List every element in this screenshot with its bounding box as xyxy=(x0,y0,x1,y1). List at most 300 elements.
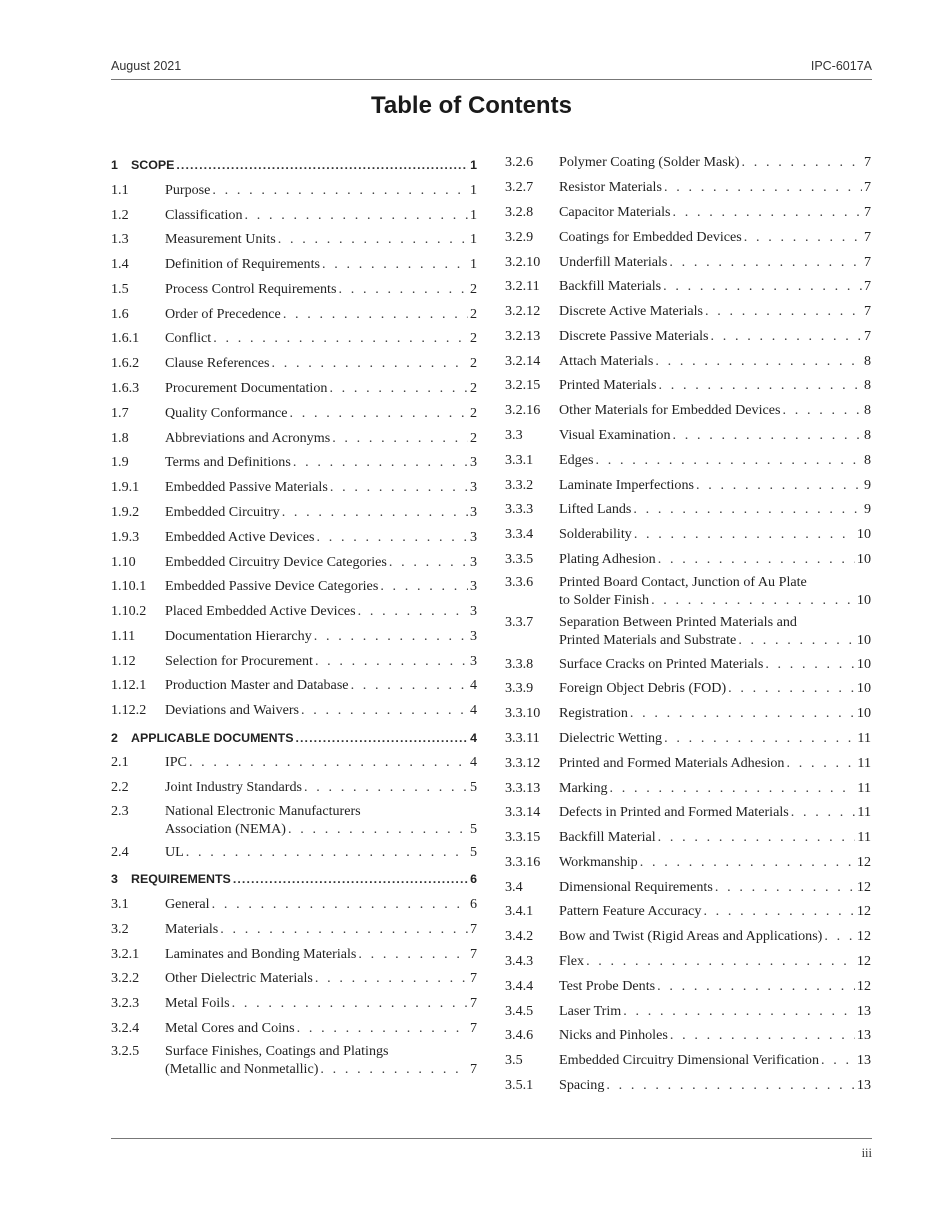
dot-leader xyxy=(380,577,468,595)
toc-entry xyxy=(111,1016,477,1041)
toc-entry-title: Backfill Material xyxy=(559,829,656,846)
toc-entry-number: 1.12.1 xyxy=(111,677,147,694)
toc-entry-title: Plating Adhesion xyxy=(559,550,656,567)
toc-entry-page: 2 xyxy=(469,280,477,297)
toc-entry-number: 1.3 xyxy=(111,231,129,248)
toc-entry-page: 6 xyxy=(470,872,477,887)
toc-entry-body xyxy=(165,1019,477,1037)
toc-entry-title: Embedded Passive Materials xyxy=(165,479,328,496)
toc-entry xyxy=(505,571,871,611)
toc-entry-number: 1.10.2 xyxy=(111,603,147,620)
toc-entry-title: Dielectric Wetting xyxy=(559,730,663,747)
dot-leader xyxy=(821,1051,855,1069)
toc-entry xyxy=(111,723,477,750)
toc-entry-body xyxy=(559,376,871,394)
toc-entry-body xyxy=(165,404,477,422)
dot-leader xyxy=(586,952,855,970)
toc-entry-number: 3.3.5 xyxy=(505,550,534,567)
toc-entry-body xyxy=(165,1042,477,1078)
toc-entry xyxy=(111,450,477,475)
toc-entry-title-continued: Printed Materials and Substrate xyxy=(559,632,737,649)
toc-entry xyxy=(111,941,477,966)
toc-entry-number: 3.4.1 xyxy=(505,903,534,920)
toc-entry-page: 10 xyxy=(856,592,871,609)
toc-entry-body xyxy=(165,478,477,496)
toc-entry xyxy=(111,351,477,376)
dot-leader xyxy=(783,401,862,419)
toc-entry-number: 1.9.2 xyxy=(111,503,140,520)
toc-entry-line xyxy=(165,305,477,323)
toc-entry-number: 3.5.1 xyxy=(505,1076,534,1093)
toc-entry-page: 3 xyxy=(469,652,477,669)
toc-entry-page: 13 xyxy=(856,1052,871,1069)
dot-leader xyxy=(664,178,862,196)
toc-entry-number: 3.3.1 xyxy=(505,451,534,468)
toc-entry-line xyxy=(559,376,871,394)
toc-entry xyxy=(505,323,871,348)
toc-entry-line xyxy=(559,803,871,821)
dot-leader xyxy=(232,994,468,1012)
toc-entry-title: Spacing xyxy=(559,1076,605,1093)
dot-leader xyxy=(640,853,855,871)
toc-entry-line xyxy=(559,1002,871,1020)
toc-entry xyxy=(111,326,477,351)
toc-entry-line xyxy=(165,602,477,620)
toc-entry-line xyxy=(165,181,477,199)
toc-entry xyxy=(505,373,871,398)
toc-entry-body xyxy=(559,779,871,797)
toc-entry-body xyxy=(131,156,477,174)
toc-entry-title: Defects in Printed and Formed Materials xyxy=(559,804,789,821)
toc-entry-line xyxy=(559,704,871,722)
toc-entry xyxy=(505,874,871,899)
toc-entry-number: 3.3.4 xyxy=(505,526,534,543)
toc-entry-body xyxy=(165,701,477,719)
dot-leader xyxy=(728,679,855,697)
dot-leader xyxy=(711,327,862,345)
toc-entry-body xyxy=(559,500,871,518)
toc-entry-title: Conflict xyxy=(165,330,212,347)
toc-entry xyxy=(505,398,871,423)
toc-entry-page: 2 xyxy=(469,355,477,372)
toc-entry-page: 11 xyxy=(857,754,871,771)
toc-entry xyxy=(111,623,477,648)
toc-entry xyxy=(111,252,477,277)
toc-entry-number: 3.5 xyxy=(505,1052,523,1069)
toc-entry-title: Embedded Circuitry Device Categories xyxy=(165,553,387,570)
dot-leader xyxy=(304,778,468,796)
toc-entry xyxy=(505,998,871,1023)
toc-entry-page: 5 xyxy=(469,843,477,860)
toc-entry-number: 3.3.11 xyxy=(505,730,540,747)
toc-entry-body xyxy=(559,828,871,846)
toc-entry-number: 2 xyxy=(111,730,118,745)
toc-entry-body xyxy=(559,952,871,970)
toc-entry xyxy=(111,775,477,800)
toc-entry-title: Embedded Passive Device Categories xyxy=(165,578,379,595)
toc-entry-body xyxy=(559,451,871,469)
toc-entry-body xyxy=(165,255,477,273)
toc-entry-title: Solderability xyxy=(559,526,632,543)
toc-entry-page: 7 xyxy=(863,303,871,320)
toc-entry-title: Coatings for Embedded Devices xyxy=(559,228,742,245)
toc-entry-line xyxy=(559,153,871,171)
dot-leader xyxy=(765,655,855,673)
toc-entry-line xyxy=(165,329,477,347)
toc-entry-line xyxy=(559,352,871,370)
toc-entry-body xyxy=(131,729,477,747)
toc-entry-body xyxy=(559,426,871,444)
toc-entry-title: Printed Board Contact, Junction of Au Plate xyxy=(559,574,807,591)
toc-entry xyxy=(505,676,871,701)
dot-leader xyxy=(703,902,854,920)
toc-entry xyxy=(111,966,477,991)
toc-entry-line xyxy=(559,253,871,271)
toc-entry-line xyxy=(165,802,477,820)
dot-leader xyxy=(663,277,862,295)
toc-entry-title: Discrete Active Materials xyxy=(559,303,704,320)
toc-entry-title: Dimensional Requirements xyxy=(559,878,713,895)
dot-leader xyxy=(233,870,468,888)
toc-entry xyxy=(505,924,871,949)
toc-entry-line xyxy=(559,679,871,697)
toc-entry-body xyxy=(165,280,477,298)
toc-entry xyxy=(505,224,871,249)
toc-entry-line xyxy=(559,631,871,649)
toc-entry-line xyxy=(559,550,871,568)
toc-entry-line xyxy=(165,652,477,670)
toc-entry-number: 2.1 xyxy=(111,754,129,771)
toc-entry-page: 8 xyxy=(863,426,871,443)
toc-entry-body xyxy=(559,1002,871,1020)
toc-entry-title: Nicks and Pinholes xyxy=(559,1027,668,1044)
dot-leader xyxy=(278,230,468,248)
toc-entry xyxy=(505,775,871,800)
toc-entry-line xyxy=(165,553,477,571)
dot-leader xyxy=(651,591,855,609)
header-document-id: IPC-6017A xyxy=(810,59,872,73)
toc-entry-number: 3.2.9 xyxy=(505,228,534,245)
toc-entry-line xyxy=(559,401,871,419)
toc-entry-line xyxy=(559,426,871,444)
toc-entry-title: Deviations and Waivers xyxy=(165,702,300,719)
toc-entry-title: Abbreviations and Acronyms xyxy=(165,429,331,446)
toc-entry xyxy=(505,1048,871,1073)
toc-entry-body xyxy=(165,354,477,372)
toc-entry-title: Registration xyxy=(559,705,628,722)
toc-entry-number: 3.2.2 xyxy=(111,970,140,987)
toc-entry-body xyxy=(559,704,871,722)
dot-leader xyxy=(655,352,862,370)
toc-entry-body xyxy=(559,927,871,945)
toc-entry-page: 9 xyxy=(863,501,871,518)
toc-entry-page: 1 xyxy=(469,231,477,248)
toc-entry xyxy=(505,348,871,373)
dot-leader xyxy=(315,969,468,987)
toc-entry xyxy=(505,447,871,472)
toc-entry-title: Placed Embedded Active Devices xyxy=(165,603,356,620)
toc-entry xyxy=(111,400,477,425)
toc-entry-title: Foreign Object Debris (FOD) xyxy=(559,680,727,697)
dot-leader xyxy=(186,843,468,861)
toc-entry-title: Definition of Requirements xyxy=(165,256,320,273)
dot-leader xyxy=(610,779,856,797)
toc-entry-line xyxy=(165,577,477,595)
toc-entry-page: 8 xyxy=(863,451,871,468)
dot-leader xyxy=(634,525,855,543)
toc-entry xyxy=(505,522,871,547)
toc-entry-line xyxy=(559,591,871,609)
toc-entry-body xyxy=(165,778,477,796)
dot-leader xyxy=(630,704,855,722)
toc-entry-body xyxy=(559,203,871,221)
toc-entry-page: 10 xyxy=(856,632,871,649)
toc-entry-line xyxy=(559,779,871,797)
toc-entry-number: 3.2.14 xyxy=(505,352,541,369)
toc-entry-page: 2 xyxy=(469,305,477,322)
toc-entry-body xyxy=(559,573,871,609)
toc-entry-page: 2 xyxy=(469,330,477,347)
toc-entry-title: Selection for Procurement xyxy=(165,652,313,669)
toc-entry-number: 1 xyxy=(111,158,118,172)
toc-entry-number: 1.4 xyxy=(111,256,129,273)
toc-entry-number: 1.5 xyxy=(111,280,129,297)
dot-leader xyxy=(271,354,467,372)
toc-entry-number: 1.6.1 xyxy=(111,330,140,347)
toc-entry-line xyxy=(559,952,871,970)
toc-entry-title: Pattern Feature Accuracy xyxy=(559,903,702,920)
toc-entry-number: 1.2 xyxy=(111,206,129,223)
toc-entry-title: Polymer Coating (Solder Mask) xyxy=(559,154,740,171)
toc-entry-number: 3.1 xyxy=(111,896,129,913)
toc-entry-body xyxy=(559,550,871,568)
toc-entry-number: 3.2.11 xyxy=(505,278,540,295)
toc-entry-number: 3.3.8 xyxy=(505,655,534,672)
toc-entry-line xyxy=(165,778,477,796)
toc-entry-body xyxy=(165,577,477,595)
toc-entry-body xyxy=(559,352,871,370)
toc-entry-body xyxy=(165,528,477,546)
toc-entry-body xyxy=(559,1076,871,1094)
toc-entry-number: 1.11 xyxy=(111,627,136,644)
toc-entry-page: 3 xyxy=(469,578,477,595)
dot-leader xyxy=(389,553,468,571)
toc-entry-page: 7 xyxy=(863,228,871,245)
toc-entry xyxy=(111,673,477,698)
toc-entry-title: Embedded Circuitry xyxy=(165,503,280,520)
toc-entry-number: 3.2.3 xyxy=(111,995,140,1012)
toc-entry-number: 3.3 xyxy=(505,426,523,443)
toc-entry xyxy=(505,423,871,448)
toc-entry-body xyxy=(165,206,477,224)
toc-entry-body xyxy=(559,729,871,747)
dot-leader xyxy=(696,476,862,494)
toc-entry-page: 12 xyxy=(856,903,871,920)
toc-entry xyxy=(111,177,477,202)
toc-entry xyxy=(111,549,477,574)
toc-entry-body xyxy=(559,977,871,995)
toc-entry-number: 3.2.12 xyxy=(505,303,541,320)
toc-entry-number: 3.3.6 xyxy=(505,574,534,591)
toc-entry-body xyxy=(559,1051,871,1069)
toc-entry xyxy=(505,175,871,200)
dot-leader xyxy=(658,376,861,394)
toc-entry-body xyxy=(165,969,477,987)
toc-entry xyxy=(111,599,477,624)
toc-entry-page: 3 xyxy=(469,454,477,471)
dot-leader xyxy=(358,602,468,620)
toc-entry-title: Surface Finishes, Coatings and Platings xyxy=(165,1043,389,1060)
toc-entry xyxy=(505,1073,871,1098)
toc-entry xyxy=(505,611,871,651)
toc-entry-page: 3 xyxy=(469,603,477,620)
toc-entry-page: 7 xyxy=(469,1020,477,1036)
toc-entry-number: 1.9.3 xyxy=(111,528,140,545)
toc-entry-page: 10 xyxy=(856,550,871,567)
toc-entry-number: 3.4 xyxy=(505,878,523,895)
toc-entry xyxy=(111,475,477,500)
toc-entry-title: Terms and Definitions xyxy=(165,454,291,471)
toc-entry-page: 7 xyxy=(863,278,871,295)
dot-leader xyxy=(322,255,468,273)
toc-entry-page: 6 xyxy=(469,896,477,913)
toc-entry-line xyxy=(165,627,477,645)
toc-entry-title: General xyxy=(165,896,210,913)
toc-entry-title: IPC xyxy=(165,754,187,771)
toc-entry-title: Clause References xyxy=(165,355,270,372)
toc-entry-number: 3 xyxy=(111,872,118,887)
toc-entry-page: 3 xyxy=(469,479,477,496)
toc-entry-line xyxy=(559,277,871,295)
toc-right-column xyxy=(505,150,871,1097)
toc-entry-body xyxy=(559,525,871,543)
toc-entry-body xyxy=(165,602,477,620)
toc-entry-line xyxy=(559,525,871,543)
toc-entry xyxy=(111,698,477,723)
toc-entry-body xyxy=(559,878,871,896)
toc-entry-title: Laser Trim xyxy=(559,1002,622,1019)
dot-leader xyxy=(338,280,468,298)
toc-entry-line xyxy=(559,573,871,591)
toc-entry-number: 1.9.1 xyxy=(111,479,140,496)
dot-leader xyxy=(664,729,855,747)
dot-leader xyxy=(673,426,862,444)
toc-entry-number: 3.2.13 xyxy=(505,327,541,344)
toc-entry xyxy=(505,472,871,497)
toc-entry-body xyxy=(165,230,477,248)
toc-entry-title: Metal Foils xyxy=(165,995,230,1012)
toc-entry-title: REQUIREMENTS xyxy=(131,872,231,887)
toc-entry-body xyxy=(165,753,477,771)
toc-entry-page: 9 xyxy=(863,476,871,493)
page-number: iii xyxy=(861,1146,872,1160)
toc-entry-body xyxy=(559,327,871,345)
toc-entry-number: 1.12 xyxy=(111,652,136,669)
toc-entry-body xyxy=(559,401,871,419)
toc-entry-body xyxy=(559,476,871,494)
toc-entry-line xyxy=(165,255,477,273)
toc-entry xyxy=(111,991,477,1016)
toc-entry-page: 7 xyxy=(863,179,871,196)
dot-leader xyxy=(791,803,856,821)
toc-entry-title: Printed Materials xyxy=(559,377,657,394)
toc-entry-page: 2 xyxy=(469,429,477,446)
toc-entry-title: Process Control Requirements xyxy=(165,280,337,297)
dot-leader xyxy=(288,820,468,838)
dot-leader xyxy=(606,1076,855,1094)
toc-entry-page: 7 xyxy=(469,970,477,987)
dot-leader xyxy=(744,228,862,246)
toc-entry-page: 12 xyxy=(856,977,871,994)
toc-entry-line xyxy=(559,327,871,345)
toc-entry-number: 3.3.13 xyxy=(505,779,541,796)
toc-entry-line xyxy=(559,203,871,221)
toc-entry-title-continued: to Solder Finish xyxy=(559,592,650,609)
dot-leader xyxy=(317,528,468,546)
toc-entry-line xyxy=(559,977,871,995)
dot-leader xyxy=(315,652,468,670)
toc-entry-title: Marking xyxy=(559,779,608,796)
toc-entry-page: 4 xyxy=(469,702,477,719)
toc-entry-number: 1.8 xyxy=(111,429,129,446)
toc-entry xyxy=(111,864,477,891)
toc-entry-number: 2.2 xyxy=(111,779,129,796)
toc-entry-number: 3.2.15 xyxy=(505,377,541,394)
dot-leader xyxy=(673,203,862,221)
toc-entry-title: Surface Cracks on Printed Materials xyxy=(559,655,764,672)
toc-entry-line xyxy=(131,156,477,174)
dot-leader xyxy=(358,945,468,963)
toc-entry-page: 7 xyxy=(863,154,871,171)
toc-entry-line xyxy=(559,613,871,631)
toc-entry-body xyxy=(559,302,871,320)
toc-entry-page: 7 xyxy=(863,327,871,344)
toc-entry xyxy=(505,651,871,676)
toc-entry xyxy=(111,574,477,599)
toc-entry-line xyxy=(559,655,871,673)
toc-entry-page: 12 xyxy=(856,953,871,970)
toc-entry xyxy=(505,899,871,924)
toc-entry-line xyxy=(559,927,871,945)
toc-entry-body xyxy=(559,253,871,271)
toc-entry-number: 3.3.3 xyxy=(505,501,534,518)
toc-entry-page: 13 xyxy=(856,1076,871,1093)
dot-leader xyxy=(189,753,468,771)
toc-entry-title: Documentation Hierarchy xyxy=(165,627,312,644)
toc-entry-page: 11 xyxy=(857,779,871,796)
toc-entry-line xyxy=(165,701,477,719)
toc-entry-number: 1.1 xyxy=(111,181,129,198)
toc-entry xyxy=(505,750,871,775)
toc-entry-title: Laminates and Bonding Materials xyxy=(165,945,357,962)
toc-entry-line xyxy=(165,753,477,771)
toc-entry-page: 7 xyxy=(469,1061,477,1078)
toc-entry-body xyxy=(559,613,871,649)
toc-entry-page: 2 xyxy=(469,404,477,421)
toc-entry-body xyxy=(165,652,477,670)
toc-entry-page: 8 xyxy=(863,402,871,419)
toc-entry-number: 2.3 xyxy=(111,802,129,819)
toc-entry-line xyxy=(165,528,477,546)
toc-entry-body xyxy=(559,277,871,295)
toc-entry-title: Flex xyxy=(559,953,585,970)
toc-entry-line xyxy=(165,920,477,938)
toc-entry-number: 3.3.14 xyxy=(505,804,541,821)
toc-entry-page: 7 xyxy=(469,945,477,962)
toc-entry-title: Workmanship xyxy=(559,853,638,870)
toc-entry-number: 3.2.16 xyxy=(505,402,541,419)
toc-entry-page: 3 xyxy=(469,528,477,545)
